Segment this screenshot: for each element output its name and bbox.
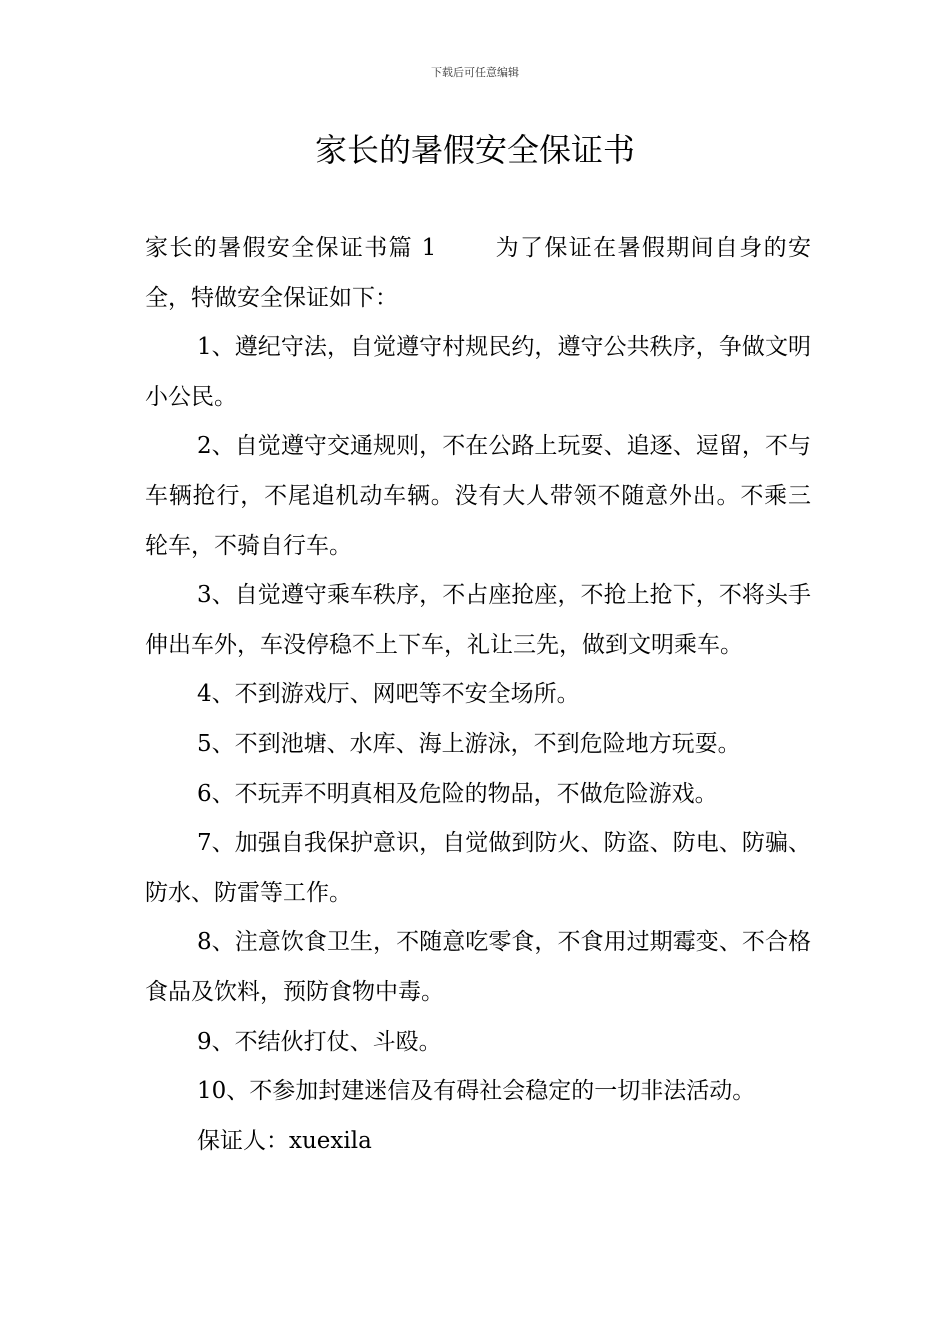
item-1: 1、遵纪守法，自觉遵守村规民约，遵守公共秩序，争做文明小公民。 [145,334,811,410]
header-note: 下载后可任意编辑 [431,66,519,79]
item-5: 5、不到池塘、水库、海上游泳，不到危险地方玩耍。 [197,730,741,757]
item-3: 3、自觉遵守乘车秩序，不占座抢座，不抢上抢下，不将头手伸出车外，车没停稳不上下车，礼让三先，做到文明乘车。 [145,582,811,658]
document-title: 家长的暑假安全保证书 [314,131,635,169]
item-7: 7、加强自我保护意识，自觉做到防火、防盗、防电、防骗、防水、防雷等工作。 [145,830,811,906]
signature-name: xuexila [289,1127,372,1154]
item-9: 9、不结伙打仗、斗殴。 [197,1028,442,1055]
intro-paragraph [145,224,811,323]
document-body [145,224,811,1166]
item-6: 6、不玩弄不明真相及危险的物品，不做危险游戏。 [197,780,718,807]
signature-label: 保证人： [197,1127,289,1154]
item-8: 8、注意饮食卫生，不随意吃零食，不食用过期霉变、不合格食品及饮料，预防食物中毒。 [145,929,811,1005]
item-4: 4、不到游戏厅、网吧等不安全场所。 [197,681,580,708]
item-10: 10、不参加封建迷信及有碍社会稳定的一切非法活动。 [197,1078,756,1105]
item-2: 2、自觉遵守交通规则，不在公路上玩耍、追逐、逗留，不与车辆抢行，不尾追机动车辆。没有大人带领不随意外出。不乘三轮车，不骑自行车。 [145,433,811,559]
intro-text: 为了保证在暑假期间自身的安全，特做安全保证如下： [145,235,812,311]
signature-line [145,1117,811,1167]
intro-heading: 家长的暑假安全保证书篇 1 [145,235,437,261]
